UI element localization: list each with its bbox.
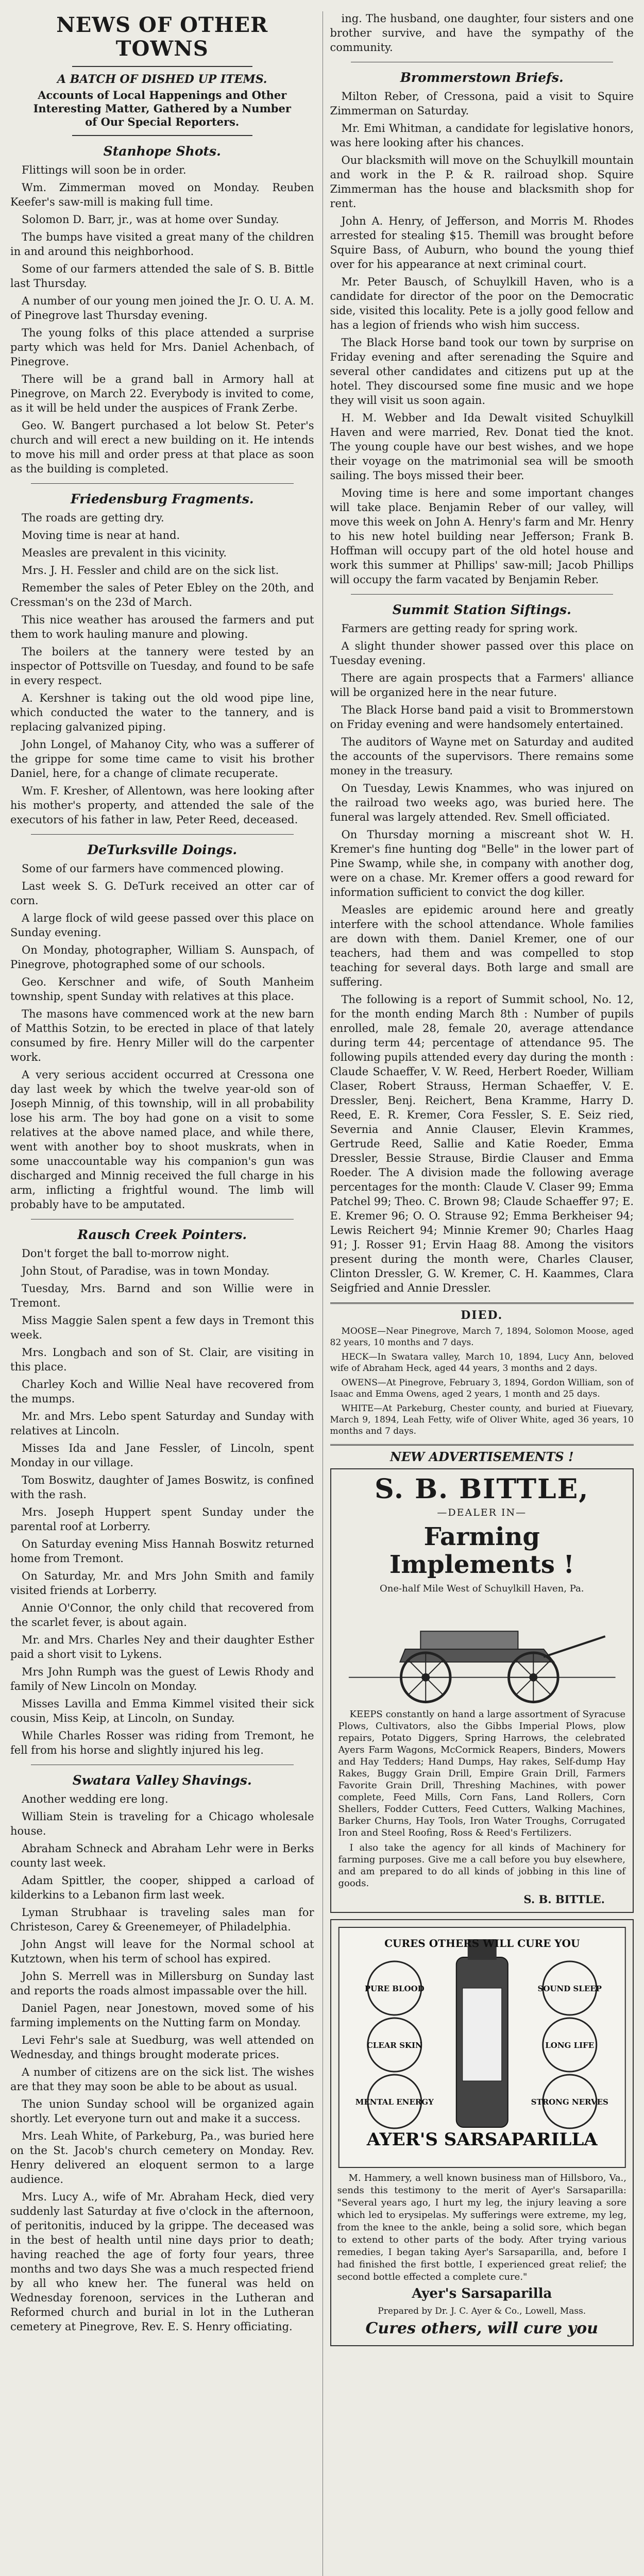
ayers-label-text: MENTAL ENERGY (355, 2097, 434, 2107)
news-item: On Monday, photographer, William S. Aunspach, of Pinegrove, photographed some of our schools. (10, 944, 314, 971)
bittle-location: One-half Mile West of Schuylkill Haven, Pa. (380, 1583, 584, 1594)
news-item: Mr. Peter Bausch, of Schuylkill Haven, who is a candidate for director of the poor on the Democratic side, visited this locality. Pete is a jolly good fellow and has a legion of friends who wish him success. (330, 276, 634, 331)
news-item: William Stein is traveling for a Chicago wholesale house. (10, 1810, 314, 1837)
divider (72, 135, 252, 136)
bittle-headline: Farming Implements ! (389, 1522, 574, 1579)
masthead-subdeck: Accounts of Local Happenings and Other Interesting Matter, Gathered by a Number of Our Special Reporters. (33, 89, 291, 128)
news-item: The masons have commenced work at the new barn of Matthis Sotzin, to be erected in place of that lately consumed by fire. Henry Miller will do the carpenter work. (10, 1008, 314, 1063)
news-item: Wm. Zimmerman moved on Monday. Reuben Keefer's saw-mill is making full time. (10, 181, 314, 208)
died-heading: DIED. (461, 1309, 503, 1322)
bittle-text: KEEPS constantly on hand a large assortment of Syracuse Plows, Cultivators, also the Gibbs Imperial Plows, plow repairs, Potato Diggers, Spring Harrows, the celebrated Ayers Farm Wagons, McCormick Reapers, Binders, Mowers and Hay Tedders; Hand Dumps, Hay rakes, Self-dump Hay Rakes, Buggy Grain Drill, Empire Grain Drill, Farmers Favorite Grain Drill, Threshing Machines, with power complete, Feed Mills, Corn Fans, Land Rollers, Corn Shellers, Fodder Cutters, Feed Cutters, Walking Machines, Barker Churns, Hay Tools, Iron Water Troughs, Corrugated Iron and Steel Roofing, Ross & Reed's Fertilizers. (338, 1709, 625, 1838)
ayers-sarsaparilla-advertisement (330, 1919, 634, 2346)
bittle-dealer: —DEALER IN— (437, 1507, 527, 1518)
news-item: John Longel, of Mahanoy City, who was a sufferer of the grippe for some time came to visit his brother Daniel, here, for a change of climate recuperate. (10, 738, 314, 779)
news-item: The bumps have visited a great many of the children in and around this neighborhood. (10, 231, 314, 258)
news-item: Wm. F. Kresher, of Allentown, was here looking after his mother's property, and attended the sale of the executors of his father in law, Peter Reed, deceased. (10, 785, 314, 826)
death-notice: MOOSE—Near Pinegrove, March 7, 1894, Solomon Moose, aged 82 years, 10 months and 7 days. (330, 1326, 634, 1348)
news-item: John S. Merrell was in Millersburg on Sunday last and reports the roads almost impassable over the hill. (10, 1970, 314, 1997)
news-item: The union Sunday school will be organized again shortly. Let everyone turn out and make it a success. (10, 2098, 314, 2125)
ayers-label (384, 1937, 580, 1950)
bittle-name: S. B. BITTLE, (375, 1473, 589, 1505)
news-item: Daniel Pagen, near Jonestown, moved some of his farming implements on the Nutting farm on Monday. (10, 2002, 314, 2029)
news-item: Another wedding ere long. (22, 1793, 168, 1805)
news-item: This nice weather has aroused the farmers and put them to work hauling manure and plowing. (10, 614, 314, 640)
news-item: Annie O'Connor, the only child that recovered from the scarlet fever, is about again. (10, 1602, 314, 1629)
bittle-signature: S. B. BITTLE. (523, 1893, 605, 1906)
news-item: Geo. W. Bangert purchased a lot below St. Peter's church and will erect a new building on it. He intends to move his mill and order press at that place as soon as the building is completed. (10, 419, 314, 475)
divider (330, 1444, 634, 1446)
news-item: A. Kershner is taking out the old wood pipe line, which conducted the water to the tannery, and is replacing galvanized piping. (10, 692, 314, 733)
death-notice: HECK—In Swatara valley, March 10, 1894, Lucy Ann, beloved wife of Abraham Heck, aged 44 years, 3 months and 2 days. (330, 1352, 634, 1374)
ayers-label-text: PURE BLOOD (364, 1984, 425, 1993)
masthead-title: NEWS OF OTHER TOWNS (56, 13, 268, 61)
bittle-advertisement (330, 1468, 634, 1913)
news-item: On Saturday evening Miss Hannah Boswitz returned home from Tremont. (10, 1538, 314, 1565)
news-item: Geo. Kerschner and wife, of South Manheim township, spent Sunday with relatives at this place. (10, 976, 314, 1003)
news-item: A number of our young men joined the Jr. O. U. A. M. of Pinegrove last Thursday evening. (10, 295, 314, 321)
news-item: John A. Henry, of Jefferson, and Morris M. Rhodes arrested for stealing $15. Themill was brought before Squire Bass, of Auburn, who bound the young thief over for his appearance at next criminal court. (330, 215, 634, 270)
news-item: A very serious accident occurred at Cressona one day last week by which the twelve year-old son of Joseph Minnig, of this township, will in all probability lose his arm. The boy had gone on a visit to some relatives at the above named place, and while there, went with another boy to shoot muskrats, when in some unaccountable way his companion's gun was discharged and Minnig received the full charge in his arm, inflicting a frightful wound. The limb will probably have to be amputated. (10, 1069, 314, 1211)
news-item: Measles are prevalent in this vicinity. (22, 547, 227, 559)
news-item: H. M. Webber and Ida Dewalt visited Schuylkill Haven and were married, Rev. Donat tied the knot. The young couple have our best wishes, and we hope their voyage on the matrimonial sea will be smooth sailing. The boys missed their beer. (330, 412, 634, 482)
news-item: The roads are getting dry. (22, 512, 164, 524)
news-item: Mrs. J. H. Fessler and child are on the sick list. (22, 564, 279, 577)
ayers-byline: Prepared by Dr. J. C. Ayer & Co., Lowell, Mass. (378, 2306, 586, 2316)
news-item: Mrs. Lucy A., wife of Mr. Abraham Heck, died very suddenly last Saturday at five o'clock in the afternoon, of peritonitis, induced by la grippe. The deceased was in the best of health until nine days prior to death; having reached the age of forty four years, three months and two days She was a much respected friend by all who knew her. The funeral was held on Wednesday forenoon, services in the Lutheran and Reformed church and burial in lot in the Lutheran cemetery at Pinegrove, Rev. E. S. Henry officiating. (10, 2191, 314, 2333)
news-item: Last week S. G. DeTurk received an otter car of corn. (10, 880, 314, 907)
news-item: Tuesday, Mrs. Barnd and son Willie were in Tremont. (10, 1282, 314, 1309)
news-item: Tom Boswitz, daughter of James Boswitz, is confined with the rash. (10, 1474, 314, 1501)
section-heading: Rausch Creek Pointers. (77, 1227, 247, 1242)
news-item: While Charles Rosser was riding from Tremont, he fell from his horse and slightly injured his leg. (10, 1730, 314, 1756)
news-item: Measles are epidemic around here and greatly interfere with the school attendance. Whole families are down with them. Daniel Kremer, one of our teachers, had them and was compelled to stop teaching for several days. Both large and small are suffering. (330, 904, 634, 988)
news-item: Mr. and Mrs. Lebo spent Saturday and Sunday with relatives at Lincoln. (10, 1410, 314, 1437)
ayers-product: Ayer's Sarsaparilla (412, 2286, 552, 2301)
news-item: Moving time is here and some important changes will take place. Benjamin Reber of our valley, will move this week on John A. Henry's farm and Mr. Henry to his new hotel building near Jefferson; Frank B. Hoffman will occupy part of the old hotel house and work this summer at Phillips' saw-mill; Jacob Phillips will occupy the farm vacated by Benjamin Reber. (330, 487, 634, 586)
news-item: Some of our farmers attended the sale of S. B. Bittle last Thursday. (10, 263, 314, 290)
news-item: Farmers are getting ready for spring work. (341, 622, 578, 635)
section-heading: Brommerstown Briefs. (400, 70, 564, 85)
news-item: Our blacksmith will move on the Schuylkill mountain and work in the P. & R. railroad shop. Squire Zimmerman has the house and blacksmith shop for rent. (330, 154, 634, 210)
died-notices (330, 1326, 634, 1437)
news-item: Levi Fehr's sale at Suedburg, was well attended on Wednesday, and things brought moderate prices. (10, 2034, 314, 2061)
divider (31, 483, 294, 484)
news-item: Some of our farmers have commenced plowing. (22, 862, 284, 875)
news-item: A large flock of wild geese passed over this place on Sunday evening. (10, 912, 314, 939)
new-advertisements-heading: NEW ADVERTISEMENTS ! (389, 1449, 574, 1464)
news-item: ing. The husband, one daughter, four sisters and one brother survive, and have the sympathy of the community. (330, 12, 634, 54)
ayers-label-text: CURES OTHERS WILL CURE YOU (384, 1937, 580, 1950)
news-item: Charley Koch and Willie Neal have recovered from the mumps. (10, 1378, 314, 1405)
news-item: There are again prospects that a Farmers' alliance will be organized here in the near future. (330, 672, 634, 699)
news-item: Lyman Strubhaar is traveling sales man for Christeson, Carey & Greenemeyer, of Philadelphia. (10, 1906, 314, 1933)
divider (351, 594, 614, 595)
news-item: The following is a report of Summit school, No. 12, for the month ending March 8th : Number of pupils enrolled, male 28, female 20, average attendance during term 44; percentage of attendance 95. The following pupils attended every day during the month : Claude Schaeffer, V. W. Reed, Herbert Roeder, William Claser, Robert Strauss, Herman Schaeffer, V. E. Dressler, Benj. Reichert, Bena Kramme, Harry D. Reed, E. R. Kremer, Cora Fessler, S. E. Seiz ried, Severnia and Annie Clauser, Elevin Krammes, Gertrude Reed, Sallie and Katie Roeder, Emma Dressler, Bessie Strause, Birdie Clauser and Emma Roeder. The A division made the following average percentages for the month: Claude V. Claser 99; Emma Patchel 99; Theo. C. Brown 98; Claude Schaeffer 97; E. E. Kremer 96; O. O. Strause 92; Emma Berkheiser 94; Lewis Reichert 94; Minnie Kremer 90; Charles Haag 91; J. Rosser 91; Ervin Haag 88. Among the visitors present during the month were, Charles Clauser, Clinton Dressler, G. W. Kremer, C. H. Kaammes, Clara Seigfried and Annie Dressler. (330, 993, 634, 1294)
news-item: On Thursday morning a miscreant shot W. H. Kremer's fine hunting dog "Belle" in the lower part of Pine Swamp, while she, in company with another dog, were on a chase. Mr. Kremer offers a good reward for information sufficient to convict the dog killer. (330, 828, 634, 899)
news-item: John Stout, of Paradise, was in town Monday. (22, 1265, 270, 1277)
news-item: There will be a grand ball in Armory hall at Pinegrove, on March 22. Everybody is invited to come, as it will be held under the auspices of Frank Zerbe. (10, 373, 314, 414)
divider (72, 66, 252, 67)
news-item: Mrs. Longbach and son of St. Clair, are visiting in this place. (10, 1346, 314, 1373)
column-left (10, 11, 314, 2576)
news-item: Mr. Emi Whitman, a candidate for legislative honors, was here looking after his chances. (330, 122, 634, 149)
news-item: On Tuesday, Lewis Knammes, who was injured on the railroad two weeks ago, was buried here. The funeral was largely attended. Rev. Smell officiated. (330, 782, 634, 823)
news-item: A number of citizens are on the sick list. The wishes are that they may soon be able to be about as usual. (10, 2066, 314, 2093)
column-right (323, 11, 634, 2576)
news-item: The Black Horse band paid a visit to Brommerstown on Friday evening and were handsomely entertained. (330, 704, 634, 731)
news-item: Don't forget the ball to-morrow night. (22, 1247, 229, 1260)
ayers-brand: AYER'S SARSAPARILLA (366, 2129, 598, 2150)
section-heading: DeTurksville Doings. (87, 842, 238, 857)
newspaper-page (10, 11, 634, 2576)
news-item: John Angst will leave for the Normal school at Kutztown, when his term of school has expired. (10, 1938, 314, 1965)
ayers-label-text: STRONG NERVES (531, 2097, 608, 2107)
news-item: Milton Reber, of Cressona, paid a visit to Squire Zimmerman on Saturday. (330, 90, 634, 117)
ayers-testimony: M. Hammery, a well known business man of Hillsboro, Va., sends this testimony to the merit of Ayer's Sarsaparilla: "Several years ago, I hurt my leg, the injury leaving a sore which led to erysipelas. My sufferings were extreme, my leg, from the knee to the ankle, being a solid sore, which began to extend to other parts of the body. After trying various remedies, I began taking Ayer's Sarsaparilla, and, before I had finished the first bottle, I experienced great relief; the second bottle effected a complete cure." (337, 2173, 626, 2282)
ayers-label-text: CLEAR SKIN (366, 2041, 422, 2050)
news-item: The Black Horse band took our town by surprise on Friday evening and after serenading the Squire and several other candidates and citizens put up at the hotel. They discoursed some fine music and we hope they will visit us soon again. (330, 336, 634, 406)
news-item: The young folks of this place attended a surprise party which was held for Mrs. Daniel Achenbach, of Pinegrove. (10, 327, 314, 368)
news-item: Mrs. Leah White, of Parkeburg, Pa., was buried here on the St. Jacob's church cemetery on Monday. Rev. Henry delivered an eloquent sermon to a large audience. (10, 2130, 314, 2185)
ayers-label-text: LONG LIFE (545, 2041, 594, 2050)
ayers-label-text: SOUND SLEEP (537, 1984, 602, 1993)
column-right-articles (330, 11, 634, 1295)
divider (330, 1302, 634, 1304)
news-item: Mr. and Mrs. Charles Ney and their daughter Esther paid a short visit to Lykens. (10, 1634, 314, 1660)
bittle-body (338, 1708, 626, 1907)
death-notice: WHITE—At Parkeburg, Chester county, and buried at Fiuevary, March 9, 1894, Leah Fetty, wife of Oliver White, aged 36 years, 10 months and 7 days. (330, 1403, 634, 1436)
news-item: Misses Ida and Jane Fessler, of Lincoln, spent Monday in our village. (10, 1442, 314, 1469)
bittle-text-2: I also take the agency for all kinds of Machinery for farming purposes. Give me a call before you buy elsewhere, and am prepared to do all kinds of jobbing in this line of goods. (338, 1842, 625, 1889)
masthead-deck: A BATCH OF DISHED UP ITEMS. (57, 73, 267, 86)
news-item: Abraham Schneck and Abraham Lehr were in Berks county last week. (10, 1842, 314, 1869)
news-item: The auditors of Wayne met on Saturday and audited the accounts of the supervisors. There remains some money in the treasury. (330, 736, 634, 777)
ayers-body (337, 2172, 627, 2283)
news-item: Mrs. Joseph Huppert spent Sunday under the parental roof at Lorberry. (10, 1506, 314, 1533)
news-item: Adam Spittler, the cooper, shipped a carload of kilderkins to a Lebanon firm last week. (10, 1874, 314, 1901)
divider (31, 834, 294, 835)
news-item: Solomon D. Barr, jr., was at home over Sunday. (22, 213, 279, 226)
section-heading: Summit Station Siftings. (392, 602, 571, 617)
farm-wagon-illustration (338, 1600, 626, 1708)
section-heading: Swatara Valley Shavings. (72, 1773, 252, 1788)
news-item: Flittings will soon be in order. (22, 164, 187, 176)
news-item: Miss Maggie Salen spent a few days in Tremont this week. (10, 1314, 314, 1341)
ayers-slogan: Cures others, will cure you (365, 2319, 598, 2337)
column-left-articles (10, 144, 314, 2334)
news-item: A slight thunder shower passed over this place on Tuesday evening. (330, 640, 634, 667)
news-item: Remember the sales of Peter Ebley on the 20th, and Cressman's on the 23d of March. (10, 582, 314, 608)
section-heading: Stanhope Shots. (103, 144, 221, 159)
news-item: Mrs John Rumph was the guest of Lewis Rhody and family of New Lincoln on Monday. (10, 1666, 314, 1692)
news-item: On Saturday, Mr. and Mrs John Smith and family visited friends at Lorberry. (10, 1570, 314, 1597)
section-heading: Friedensburg Fragments. (70, 492, 254, 506)
news-item: Moving time is near at hand. (22, 529, 180, 541)
ayers-illustration (337, 1926, 627, 2168)
news-item: Misses Lavilla and Emma Kimmel visited their sick cousin, Miss Keip, at Lincoln, on Sunday. (10, 1698, 314, 1724)
death-notice: OWENS—At Pinegrove, February 3, 1894, Gordon William, son of Isaac and Emma Owens, aged 2 years, 1 month and 25 days. (330, 1378, 634, 1399)
news-item: The boilers at the tannery were tested by an inspector of Pottsville on Tuesday, and found to be safe in every respect. (10, 646, 314, 687)
